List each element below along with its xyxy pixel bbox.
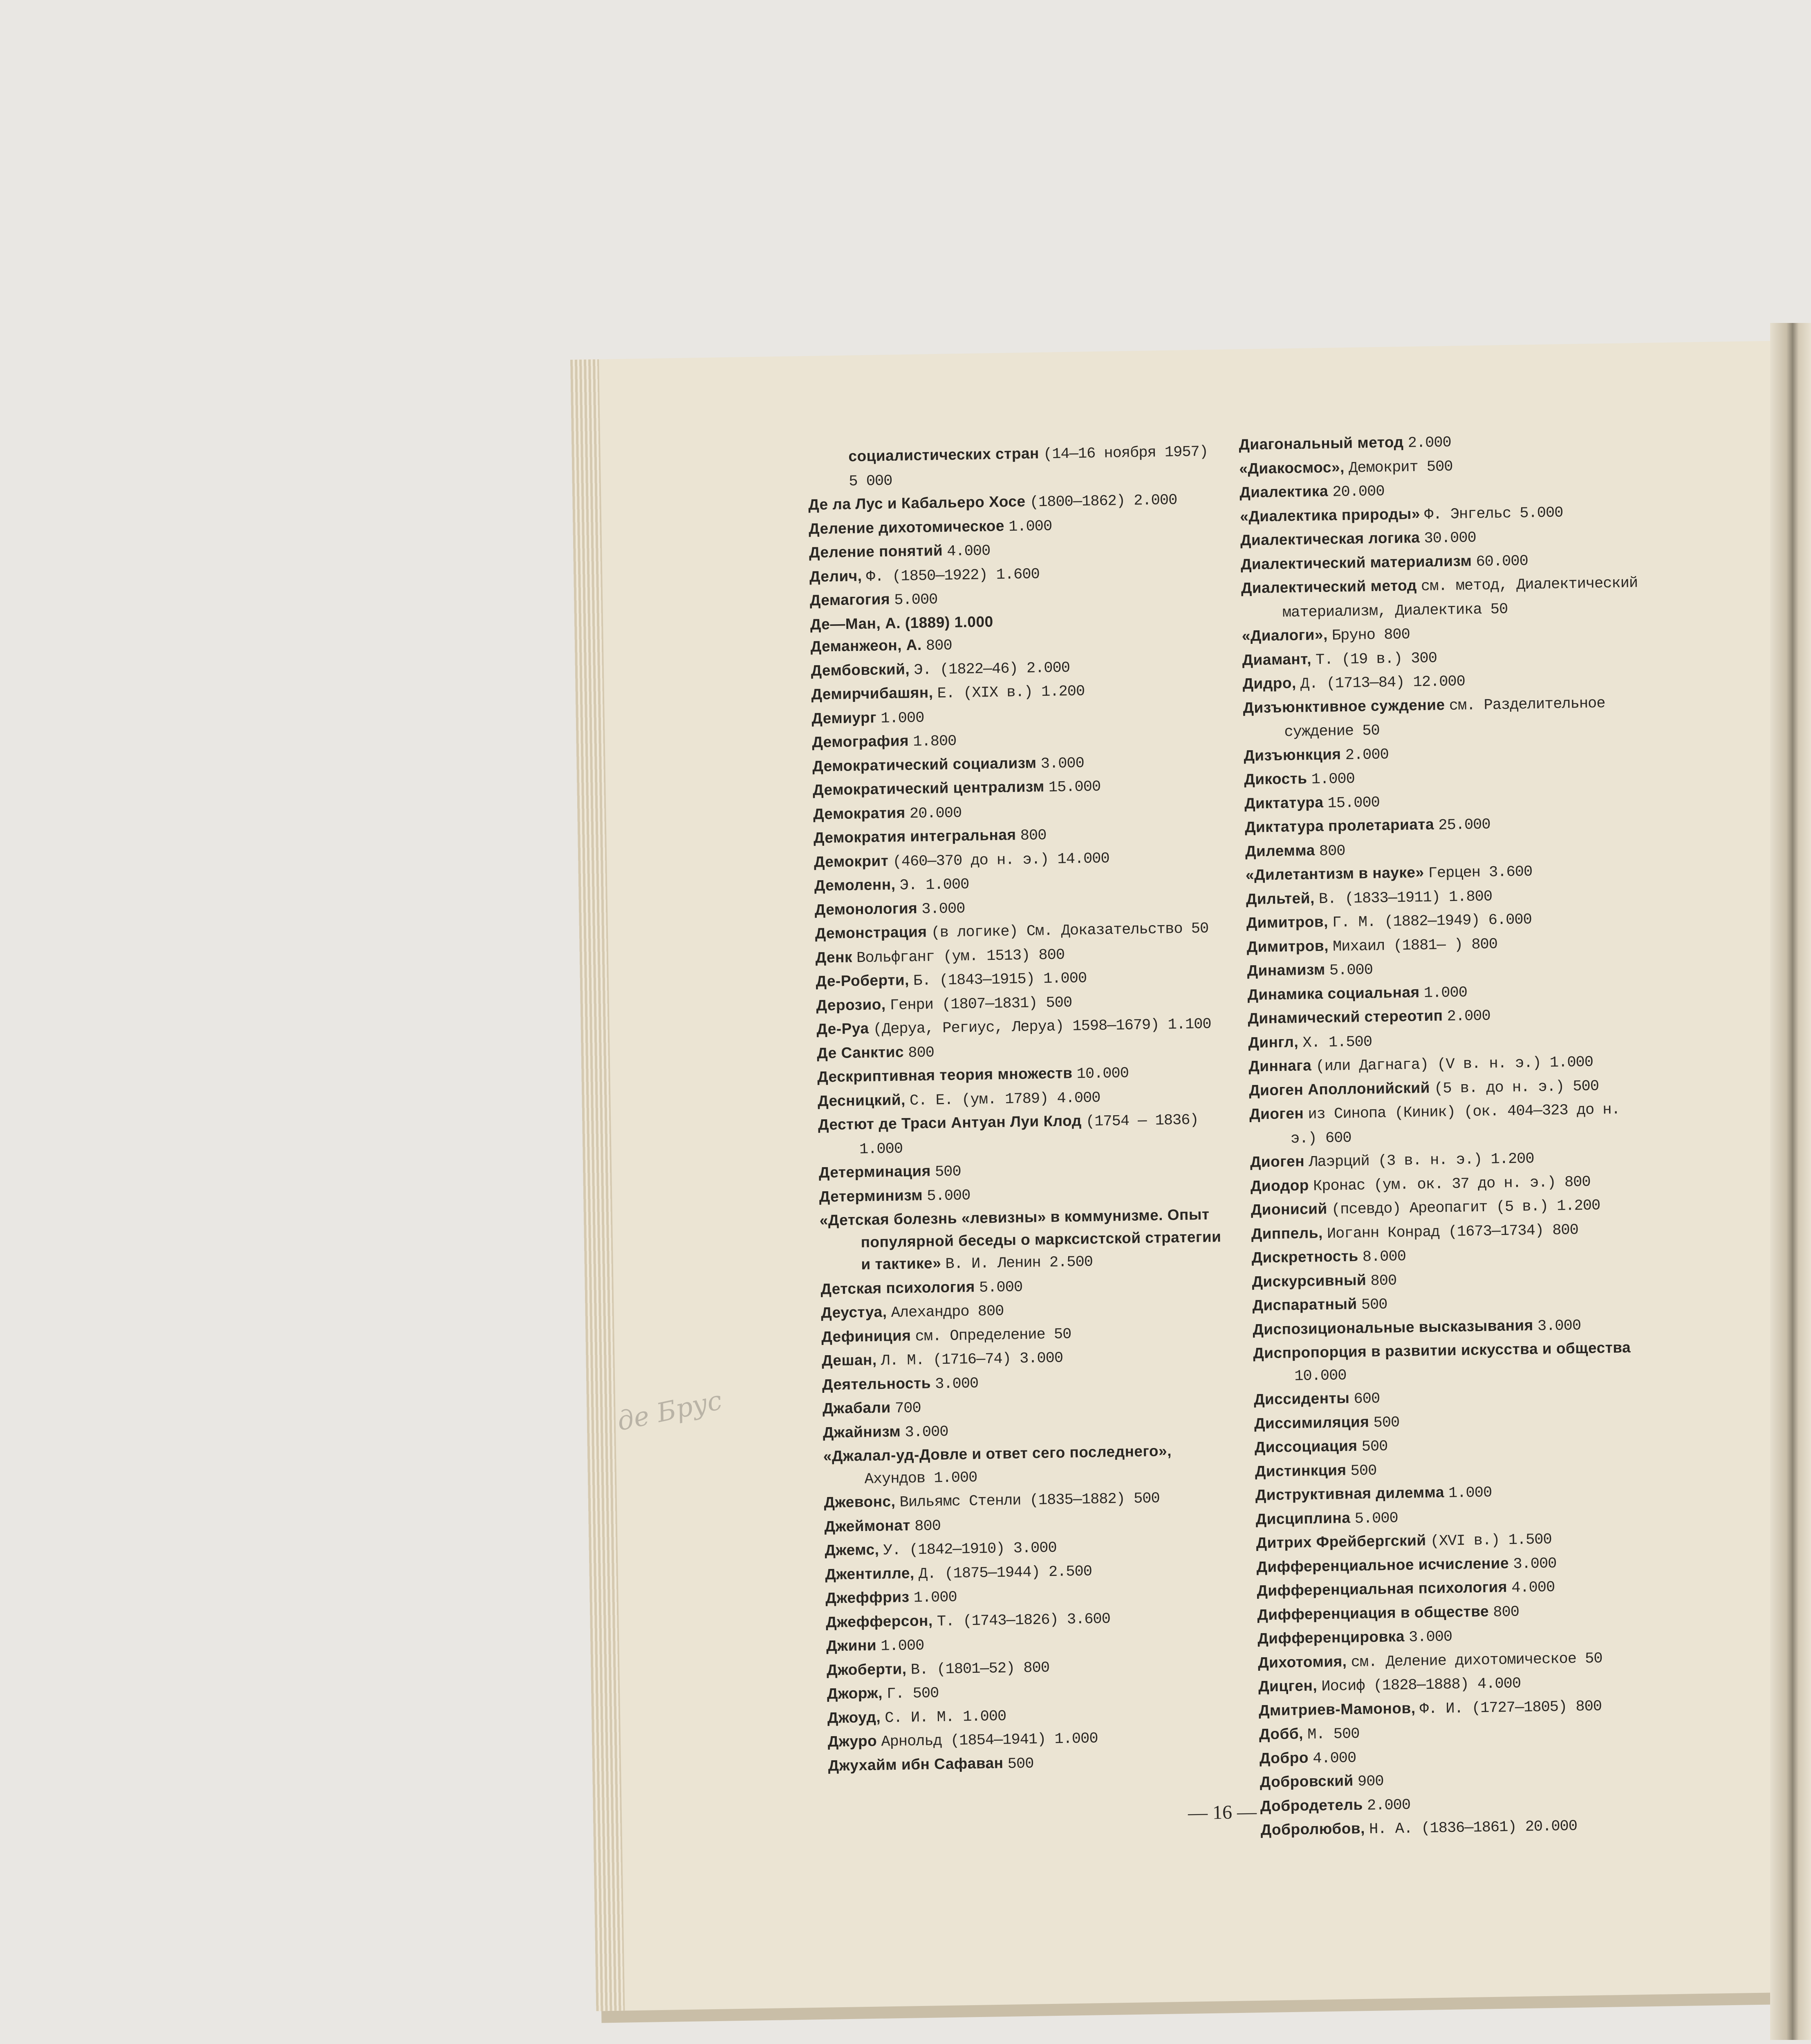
entry-detail: 800 [1370, 1272, 1397, 1290]
entry-term: Детерминизм [819, 1186, 923, 1205]
entry-detail: У. (1842—1910) 3.000 [883, 1539, 1057, 1560]
entry-term: Десницкий, [817, 1091, 906, 1109]
entry-detail: В. (1801—52) 800 [910, 1659, 1050, 1679]
index-entry [1243, 690, 1648, 744]
entry-term: Дифференциация в обществе [1257, 1602, 1489, 1623]
entry-term: Дифференциальная психология [1257, 1578, 1508, 1599]
entry-detail: 5.000 [979, 1278, 1023, 1297]
entry-detail: С. И. М. 1.000 [885, 1708, 1006, 1727]
entry-term: Демократия интегральная [813, 826, 1016, 846]
entry-term: Деустуа, [821, 1303, 887, 1321]
entry-detail: 15.000 [1327, 794, 1380, 812]
entry-term: Де-Руа [816, 1020, 869, 1038]
entry-detail: (1800—1862) 2.000 [1029, 491, 1177, 511]
entry-term: Дионисий [1251, 1200, 1328, 1218]
entry-term: Де ла Лус и Кабальеро Хосе [808, 493, 1026, 513]
entry-term: Джоуд, [827, 1708, 881, 1726]
entry-detail: 500 [1361, 1296, 1387, 1314]
entry-detail: см. Деление дихотомическое 50 [1351, 1650, 1603, 1671]
entry-term: Диструктивная дилемма [1255, 1484, 1445, 1504]
pencil-annotation: де Брус [614, 1385, 725, 1437]
index-column-left [807, 439, 1233, 1778]
entry-detail: Алехандро 800 [891, 1302, 1004, 1322]
entry-detail: 5.000 [927, 1187, 970, 1205]
entry-term: Де-Роберти, [816, 971, 910, 990]
entry-term: Демирчибашян, [811, 684, 933, 703]
entry-detail: Г. 500 [886, 1685, 939, 1703]
entry-term: Джорж, [827, 1684, 883, 1702]
entry-term: Деление дихотомическое [808, 517, 1005, 537]
entry-detail: Э. (1822—46) 2.000 [914, 659, 1070, 679]
entry-detail: Д. (1875—1944) 2.500 [918, 1562, 1092, 1583]
entry-term: Динамический стереотип [1248, 1007, 1443, 1027]
entry-detail: М. 500 [1307, 1725, 1360, 1744]
entry-term: Джентилле, [825, 1564, 914, 1583]
entry-term: Джухайм ибн Сафаван [828, 1754, 1004, 1774]
entry-detail: Б. (1843—1915) 1.000 [913, 970, 1087, 990]
entry-term: Делич, [809, 567, 862, 585]
entry-term: Диодор [1250, 1177, 1309, 1195]
entry-term: «Диалектика природы» [1239, 505, 1421, 525]
entry-detail: 4.000 [1312, 1749, 1356, 1768]
entry-term: Дихотомия, [1257, 1652, 1347, 1671]
index-entry [1253, 1336, 1659, 1388]
entry-term: Диктатура пролетариата [1244, 816, 1434, 836]
entry-detail: 3.000 [905, 1423, 948, 1441]
entry-detail: Х. 1.500 [1302, 1033, 1372, 1052]
entry-detail: 800 [914, 1517, 941, 1535]
entry-term: Динамика социальная [1247, 983, 1420, 1003]
entry-term: Добровский [1260, 1772, 1354, 1791]
entry-detail: 3.000 [921, 900, 965, 918]
entry-detail: 1.000 [881, 1637, 924, 1655]
entry-detail: 10.000 [1076, 1065, 1129, 1083]
entry-detail: (псевдо) Ареопагит (5 в.) 1.200 [1331, 1197, 1600, 1219]
entry-term: Джоберти, [826, 1660, 907, 1679]
entry-term: Дестют де Траси Антуан Луи Клод [818, 1112, 1082, 1133]
entry-detail: 3.000 [1537, 1317, 1581, 1335]
entry-term: Дизъюнктивное суждение [1243, 696, 1445, 716]
entry-term: Диппель, [1251, 1224, 1323, 1242]
entry-term: Диалектическая логика [1240, 529, 1420, 549]
entry-term: Диамант, [1242, 650, 1312, 668]
entry-detail: 60.000 [1476, 552, 1529, 571]
entry-term: Де—Ман, А. (1889) 1.000 [810, 613, 993, 633]
entry-detail: (14—16 ноября 1957) 5 000 [849, 443, 1208, 490]
entry-term: Дифференцировка [1257, 1627, 1405, 1647]
entry-term: «Джалал-уд-Довле и ответ сего последнего», [823, 1442, 1172, 1465]
entry-detail: 800 [908, 1044, 935, 1062]
entry-term: Джабали [822, 1399, 891, 1417]
entry-term: Дизъюнкция [1244, 745, 1341, 764]
entry-term: Диоген [1250, 1152, 1305, 1170]
entry-detail: 3.000 [1040, 754, 1085, 773]
entry-detail: Герцен 3.600 [1428, 863, 1533, 882]
entry-detail: 500 [1007, 1755, 1034, 1773]
entry-detail: 1.000 [1008, 518, 1052, 536]
entry-term: Детерминация [818, 1162, 931, 1181]
entry-term: Добро [1259, 1749, 1309, 1767]
entry-term: Добб, [1259, 1725, 1304, 1743]
entry-detail: 2.000 [1345, 746, 1389, 764]
entry-term: Джеффриз [825, 1588, 910, 1607]
entry-term: Диоген Аполлонийский [1248, 1079, 1430, 1099]
entry-term: Диссимиляция [1254, 1413, 1369, 1432]
entry-term: Диагональный метод [1239, 433, 1404, 453]
entry-term: Диспозициональные высказывания [1253, 1316, 1534, 1338]
entry-detail: Иоганн Конрад (1673—1734) 800 [1327, 1221, 1579, 1243]
entry-term: Демократия [813, 804, 906, 823]
entry-detail: Бруно 800 [1331, 626, 1410, 645]
entry-term: Деятельность [822, 1374, 931, 1393]
entry-detail: Ахундов 1.000 [864, 1469, 977, 1488]
entry-term: Димитров, [1246, 937, 1329, 955]
entry-detail: Вольфганг (ум. 1513) 800 [856, 946, 1065, 967]
entry-term: Демонстрация [815, 923, 927, 942]
entry-detail: 800 [1319, 842, 1345, 860]
entry-term: Дерозио, [816, 995, 886, 1014]
entry-detail: Ф. (1850—1922) 1.600 [866, 565, 1040, 586]
index-entry [823, 1439, 1228, 1491]
entry-term: Демонология [814, 899, 918, 918]
entry-term: Дицген, [1258, 1677, 1318, 1695]
entry-detail: 5.000 [1354, 1509, 1399, 1528]
entry-detail: 5.000 [1329, 961, 1373, 979]
entry-term: Детская психология [820, 1278, 975, 1298]
entry-detail: Ф. И. (1727—1805) 800 [1419, 1697, 1602, 1718]
entry-term: Дифференциальное исчисление [1256, 1554, 1509, 1576]
entry-detail: 900 [1357, 1773, 1384, 1791]
entry-detail: Вильямс Стенли (1835—1882) 500 [899, 1490, 1160, 1511]
entry-term: Дистинкция [1255, 1461, 1347, 1480]
entry-detail: 800 [926, 637, 952, 655]
entry-detail: 2.000 [1447, 1007, 1491, 1026]
entry-term: Диспропорция в развитии искусства и общества [1253, 1339, 1631, 1362]
entry-detail: (5 в. до н. э.) 500 [1434, 1077, 1599, 1098]
entry-detail: В. (1833—1911) 1.800 [1318, 888, 1493, 908]
index-entry [807, 439, 1213, 493]
index-entry [1241, 570, 1647, 625]
entry-term: Дилемма [1245, 841, 1315, 860]
entry-term: «Детская болезнь «левизны» в коммунизме. Опыт популярной беседы о марксистской стратегии и тактике» [819, 1206, 1222, 1273]
entry-detail: 3.000 [935, 1375, 979, 1393]
index-entry [818, 1107, 1224, 1161]
entry-detail: 700 [894, 1399, 921, 1417]
entry-detail: см. метод, Диалектический материализм, Диалектика 50 [1282, 574, 1638, 621]
entry-detail: В. И. Ленин 2.500 [945, 1253, 1093, 1273]
entry-detail: Т. (19 в.) 300 [1315, 649, 1437, 669]
entry-term: Джини [826, 1636, 877, 1654]
entry-detail: 500 [1373, 1414, 1400, 1432]
entry-detail: 3.000 [1513, 1555, 1557, 1573]
entry-term: Демократический социализм [812, 754, 1037, 775]
entry-detail: Кронас (ум. ок. 37 до н. э.) 800 [1313, 1173, 1591, 1195]
entry-detail: из Синопа (Киник) (ок. 404—323 до н. э.) 600 [1290, 1101, 1620, 1148]
entry-term: Диоген [1249, 1105, 1304, 1123]
entry-detail: Лаэрций (3 в. н. э.) 1.200 [1309, 1150, 1534, 1171]
entry-term: Денк [815, 948, 853, 966]
entry-detail: 2.000 [1367, 1796, 1411, 1814]
entry-detail: Э. 1.000 [899, 876, 969, 894]
entry-term: Диктатура [1244, 793, 1324, 812]
entry-detail: 4.000 [946, 542, 991, 560]
entry-term: Джефферсон, [825, 1612, 933, 1631]
entry-term: Демоленн, [814, 876, 896, 894]
entry-detail: 800 [1020, 827, 1047, 845]
entry-term: Дискурсивный [1252, 1271, 1367, 1290]
entry-term: Добродетель [1260, 1796, 1363, 1815]
entry-term: «Диакосмос», [1239, 458, 1345, 477]
entry-detail: (XVI в.) 1.500 [1430, 1531, 1552, 1550]
entry-term: Динамизм [1247, 961, 1325, 979]
entry-term: «Дилетантизм в науке» [1245, 864, 1424, 883]
index-column-right [1239, 427, 1665, 1842]
entry-detail: 1.000 [1311, 770, 1355, 789]
entry-detail: Г. М. (1882—1949) 6.000 [1332, 911, 1532, 932]
entry-detail: 20.000 [1332, 483, 1385, 501]
entry-detail: см. Определение 50 [915, 1325, 1071, 1345]
entry-detail: 5.000 [894, 591, 938, 609]
entry-term: Димитров, [1246, 913, 1329, 931]
entry-term: Диссоциация [1254, 1437, 1358, 1456]
entry-detail: Т. (1743—1826) 3.600 [937, 1610, 1111, 1630]
entry-term: Дешан, [821, 1351, 877, 1369]
entry-detail: Л. М. (1716—74) 3.000 [881, 1349, 1063, 1370]
entry-detail: Арнольд (1854—1941) 1.000 [881, 1730, 1098, 1751]
entry-term: Дильтей, [1246, 889, 1315, 908]
entry-detail: 500 [1350, 1462, 1377, 1480]
entry-term: Диссиденты [1253, 1390, 1350, 1408]
entry-detail: 600 [1354, 1390, 1380, 1408]
entry-term: Джевонс, [824, 1493, 896, 1511]
entry-term: Демиург [811, 708, 877, 727]
entry-detail: (460—370 до н. э.) 14.000 [892, 850, 1110, 871]
entry-detail: 1.000 [913, 1589, 957, 1607]
entry-detail: 1.800 [913, 733, 957, 751]
entry-term: Дикость [1244, 770, 1307, 788]
entry-term: Дефиниция [821, 1327, 911, 1345]
entry-term: Демокрит [814, 852, 889, 870]
entry-detail: Ф. Энгельс 5.000 [1424, 504, 1563, 524]
entry-term: Джуро [827, 1732, 877, 1750]
entry-detail: С. Е. (ум. 1789) 4.000 [909, 1089, 1100, 1109]
entry-detail: Демокрит 500 [1348, 458, 1453, 477]
entry-detail: 1.000 [1448, 1484, 1492, 1502]
entry-term: Де Санктис [817, 1043, 904, 1062]
index-entry [819, 1203, 1225, 1278]
entry-detail: 10.000 [1294, 1367, 1347, 1385]
entry-term: Дидро, [1242, 674, 1297, 692]
entry-term: Дитрих Фрейбергский [1256, 1532, 1426, 1551]
entry-detail: 500 [935, 1163, 961, 1181]
book-gutter [1770, 323, 1811, 2040]
entry-detail: Е. (XIX в.) 1.200 [937, 683, 1085, 703]
entry-term: Демократический централизм [812, 778, 1044, 798]
entry-term: Дмитриев-Мамонов, [1258, 1699, 1416, 1719]
entry-detail: Н. А. (1836—1861) 20.000 [1369, 1818, 1578, 1838]
entry-term: Дескриптивная теория множеств [817, 1065, 1073, 1085]
entry-detail: 20.000 [909, 804, 962, 823]
entry-term: Джемс, [825, 1541, 879, 1559]
entry-detail: (1754 — 1836) 1.000 [859, 1112, 1199, 1158]
entry-term: Деманжеон, А. [810, 636, 922, 655]
entry-detail: 4.000 [1511, 1579, 1555, 1597]
entry-detail: Иосиф (1828—1888) 4.000 [1321, 1675, 1521, 1696]
entry-detail: 1.000 [1423, 984, 1468, 1002]
entry-term: Добролюбов, [1260, 1820, 1365, 1838]
entry-term: Дисциплина [1255, 1509, 1351, 1528]
entry-term: социалистических стран [848, 445, 1040, 465]
entry-detail: 15.000 [1048, 778, 1101, 796]
entry-detail: 3.000 [1408, 1628, 1452, 1646]
entry-detail: (Деруа, Региус, Леруа) 1598—1679) 1.100 [873, 1015, 1211, 1038]
entry-term: Джеймонат [824, 1516, 911, 1535]
entry-detail: (или Дагнага) (V в. н. э.) 1.000 [1316, 1053, 1594, 1076]
entry-detail: 25.000 [1438, 816, 1490, 834]
entry-term: Диннага [1248, 1057, 1312, 1075]
entry-detail: (в логике) См. Доказательство 50 [931, 920, 1209, 942]
entry-detail: см. Разделительное суждение 50 [1284, 695, 1605, 741]
entry-term: Диалектика [1239, 482, 1329, 501]
entry-detail: 30.000 [1424, 529, 1477, 547]
entry-detail: Генри (1807—1831) 500 [890, 994, 1072, 1014]
entry-term: Демография [812, 732, 909, 751]
entry-detail: 8.000 [1362, 1248, 1406, 1266]
entry-detail: Д. (1713—84) 12.000 [1300, 673, 1466, 693]
entry-detail: 2.000 [1408, 434, 1452, 452]
entry-term: Диалектический материализм [1240, 552, 1472, 573]
entry-detail: 800 [1493, 1603, 1520, 1621]
entry-term: Диспаратный [1252, 1295, 1357, 1314]
entry-term: Дискретность [1251, 1247, 1358, 1266]
entry-detail: 500 [1361, 1438, 1388, 1456]
entry-term: Дингл, [1248, 1033, 1299, 1051]
entry-term: Дембовский, [811, 660, 910, 679]
entry-term: Джайнизм [823, 1423, 901, 1441]
entry-term: Деление понятий [809, 542, 943, 561]
entry-term: Демагогия [809, 590, 890, 609]
entry-detail: 1.000 [881, 709, 924, 727]
entry-term: «Диалоги», [1242, 626, 1328, 644]
entry-detail: Михаил (1881— ) 800 [1332, 935, 1498, 956]
index-entry [1249, 1096, 1655, 1151]
entry-term: Диалектический метод [1241, 577, 1417, 596]
page-number: — 16 — [1188, 1801, 1257, 1824]
